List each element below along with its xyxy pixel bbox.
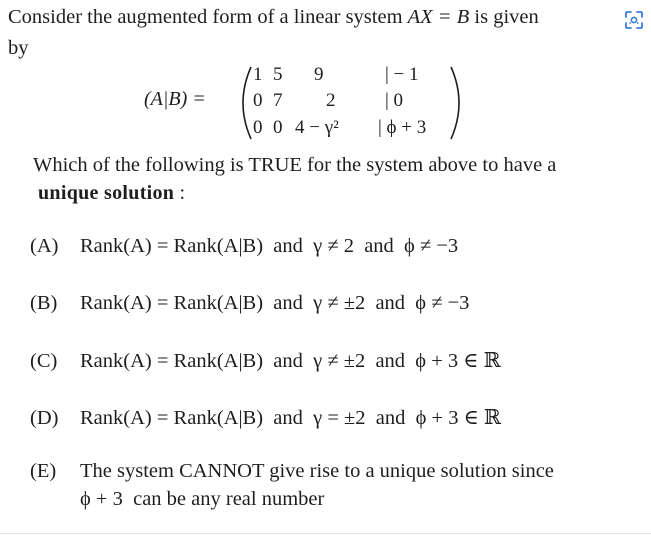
matrix-cell: 4 − γ² — [295, 117, 339, 138]
scan-text-icon[interactable] — [624, 10, 644, 30]
scan-text-icon-graphic — [624, 10, 644, 30]
option-c[interactable] — [30, 348, 501, 373]
option-text: The system CANNOT give rise to a unique solution since — [80, 460, 554, 482]
option-e[interactable] — [30, 460, 554, 483]
left-paren — [232, 66, 254, 140]
matrix-cell: 2 — [326, 90, 336, 111]
option-label: (D) — [30, 407, 59, 429]
matrix-cell: | 0 — [385, 90, 404, 111]
option-text: Rank(A) = Rank(A|B) and γ ≠ 2 and ϕ ≠ −3 — [80, 235, 459, 257]
right-paren — [448, 66, 470, 140]
question-colon: : — [179, 182, 186, 204]
system-equation: AX = B — [407, 6, 470, 28]
option-label: (B) — [30, 292, 58, 314]
intro-text: Consider the augmented form of a linear system — [8, 6, 403, 28]
option-text: Rank(A) = Rank(A|B) and γ = ±2 and ϕ + 3 ∈ ℝ — [80, 407, 501, 429]
question-line-1: Which of the following is TRUE for the system above to have a — [33, 154, 557, 176]
option-b[interactable] — [30, 292, 469, 315]
matrix-cell: 0 — [253, 90, 263, 111]
option-label: (E) — [30, 460, 57, 482]
matrix-cell: 1 — [253, 64, 263, 85]
intro-line-2: by — [8, 37, 29, 59]
intro-line — [8, 6, 539, 29]
matrix-cell: | − 1 — [385, 64, 419, 85]
matrix-lhs: (A|B) = — [144, 88, 206, 110]
divider — [0, 533, 651, 534]
option-a[interactable] — [30, 235, 458, 258]
matrix-cell: | ϕ + 3 — [378, 117, 427, 138]
option-label: (A) — [30, 235, 59, 257]
matrix-cell: 5 — [273, 64, 283, 85]
matrix-cell: 0 — [273, 117, 283, 138]
intro-text-end: is given — [474, 6, 539, 28]
option-e-continuation: ϕ + 3 can be any real number — [80, 488, 325, 510]
option-label: (C) — [30, 350, 58, 372]
option-text: Rank(A) = Rank(A|B) and γ ≠ ±2 and ϕ ≠ −3 — [80, 292, 470, 314]
question-line-2 — [38, 182, 185, 205]
matrix-cell: 7 — [273, 90, 283, 111]
option-text: Rank(A) = Rank(A|B) and γ ≠ ±2 and ϕ + 3 ∈ ℝ — [80, 350, 501, 372]
matrix-cell: 0 — [253, 117, 263, 138]
option-d[interactable] — [30, 405, 501, 430]
matrix-cell: 9 — [314, 64, 324, 85]
question-emphasis: unique solution — [38, 182, 175, 204]
